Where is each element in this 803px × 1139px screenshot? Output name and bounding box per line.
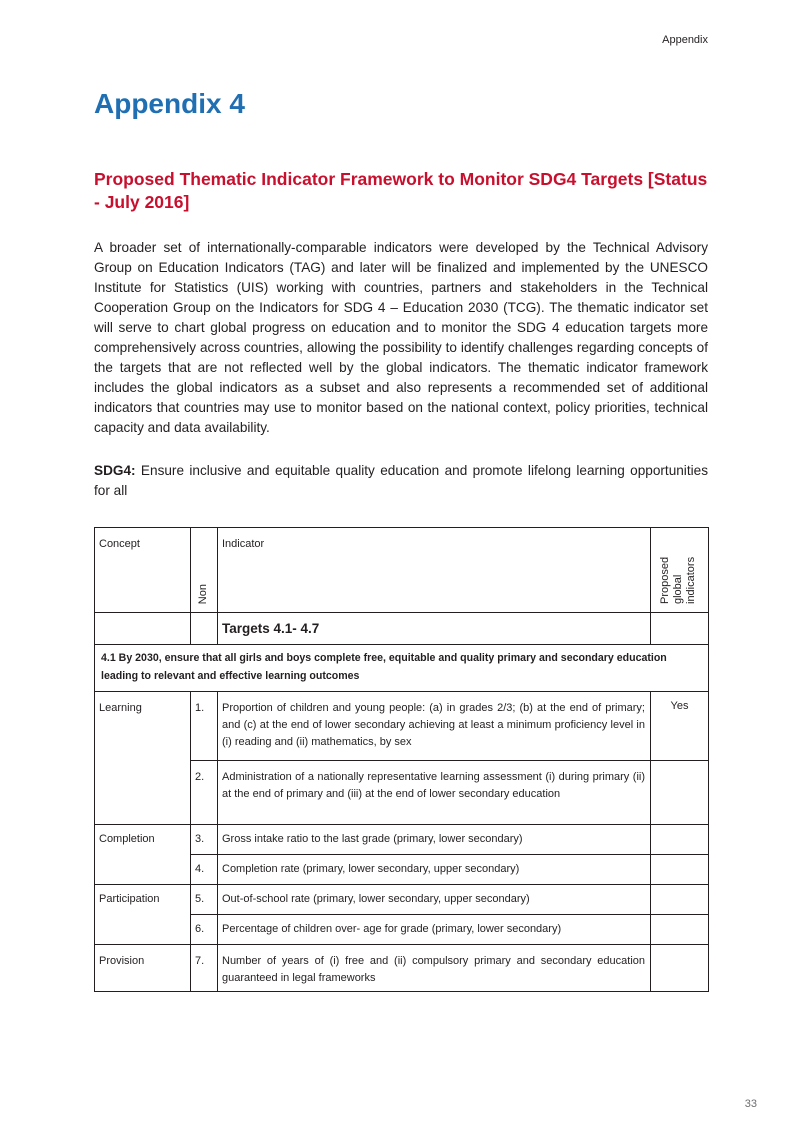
- table-row: [95, 945, 709, 992]
- indicator-number: 2.: [195, 771, 205, 783]
- page-number: 33: [744, 1098, 757, 1110]
- table-row: [95, 885, 709, 915]
- indicator-text: Administration of a nationally representative learning assessment (i) during primary (ii) at the end of primary and (iii) at the end of lower secondary education: [222, 771, 645, 800]
- concept-cell: Learning: [99, 702, 142, 714]
- header-indicator: Indicator: [222, 538, 265, 550]
- concept-cell: Completion: [99, 833, 155, 845]
- indicator-number: 1.: [195, 702, 205, 714]
- indicator-text: Out-of-school rate (primary, lower secondary, upper secondary): [222, 893, 530, 905]
- targets-row: [95, 613, 709, 645]
- target-4-1-text: 4.1 By 2030, ensure that all girls and boys complete free, equitable and quality primary and secondary education leading to relevant and effective learning outcomes: [101, 652, 667, 682]
- target-4-1-row: [95, 645, 709, 692]
- sdg-statement: [94, 461, 708, 501]
- global-indicator-flag: [651, 761, 708, 769]
- targets-label: Targets 4.1- 4.7: [222, 621, 320, 636]
- table-header-row: [95, 528, 709, 613]
- indicator-number: 7.: [195, 955, 205, 967]
- sdg-text: Ensure inclusive and equitable quality education and promote lifelong learning opportunities for all: [94, 463, 708, 498]
- indicator-text: Gross intake ratio to the last grade (primary, lower secondary): [222, 833, 523, 845]
- header-global-cell: [651, 528, 709, 613]
- header-num-cell: [191, 528, 218, 613]
- running-head: Appendix: [662, 34, 708, 46]
- global-indicator-flag: Yes: [670, 700, 689, 712]
- indicator-number: 4.: [195, 863, 205, 875]
- global-indicator-flag: [651, 945, 708, 953]
- intro-paragraph: A broader set of internationally-comparable indicators were developed by the Technical Advisory Group on Education Indicators (TAG) and later will be finalized and implemented by the UNESCO Institute for Statistics (UIS) working with countries, partners and stakeholders in the Technical Cooperation Group on the Indicators for SDG 4 – Education 2030 (TCG). The thematic indicator set will serve to chart global progress on education and to monitor the SDG 4 education targets more comprehensively across countries, allowing the possibility to identify challenges regarding concepts of the targets that are not reflected well by the global indicators. The thematic indicator framework includes the global indicators as a subset and also represents a recommended set of additional indicators that countries may use to monitor based on the national context, policy priorities, technical capacity and data availability.: [94, 240, 708, 435]
- global-indicator-flag: [651, 855, 708, 863]
- global-indicator-flag: [651, 825, 708, 833]
- header-concept: Concept: [99, 538, 140, 550]
- concept-cell: Participation: [99, 893, 160, 905]
- page-title: Appendix 4: [94, 88, 245, 119]
- indicator-text: Percentage of children over- age for grade (primary, lower secondary): [222, 923, 562, 935]
- global-indicator-flag: [651, 885, 708, 893]
- sdg-label: SDG4:: [94, 463, 136, 478]
- section-subtitle: Proposed Thematic Indicator Framework to Monitor SDG4 Targets [Status - July 2016]: [94, 169, 708, 212]
- indicator-number: 6.: [195, 923, 205, 935]
- indicator-text: Completion rate (primary, lower secondary, upper secondary): [222, 863, 520, 875]
- indicator-text: Number of years of (i) free and (ii) compulsory primary and secondary education guaranteed in legal frameworks: [222, 955, 645, 984]
- header-global: Proposed global indicators: [659, 556, 697, 604]
- header-num: Non: [197, 583, 209, 604]
- global-indicator-flag: [651, 915, 708, 923]
- indicator-number: 5.: [195, 893, 205, 905]
- indicator-framework-table: [94, 527, 709, 992]
- table-row: [95, 825, 709, 855]
- table-row: [95, 692, 709, 761]
- header-concept-cell: [95, 528, 191, 613]
- indicator-text: Proportion of children and young people: (a) in grades 2/3; (b) at the end of primary; and (c) at the end of lower secondary achieving at least a minimum proficiency level in (i) reading and (ii) mathematics, by sex: [222, 702, 645, 748]
- header-indicator-cell: [218, 528, 651, 613]
- concept-cell: Provision: [99, 955, 145, 967]
- indicator-number: 3.: [195, 833, 205, 845]
